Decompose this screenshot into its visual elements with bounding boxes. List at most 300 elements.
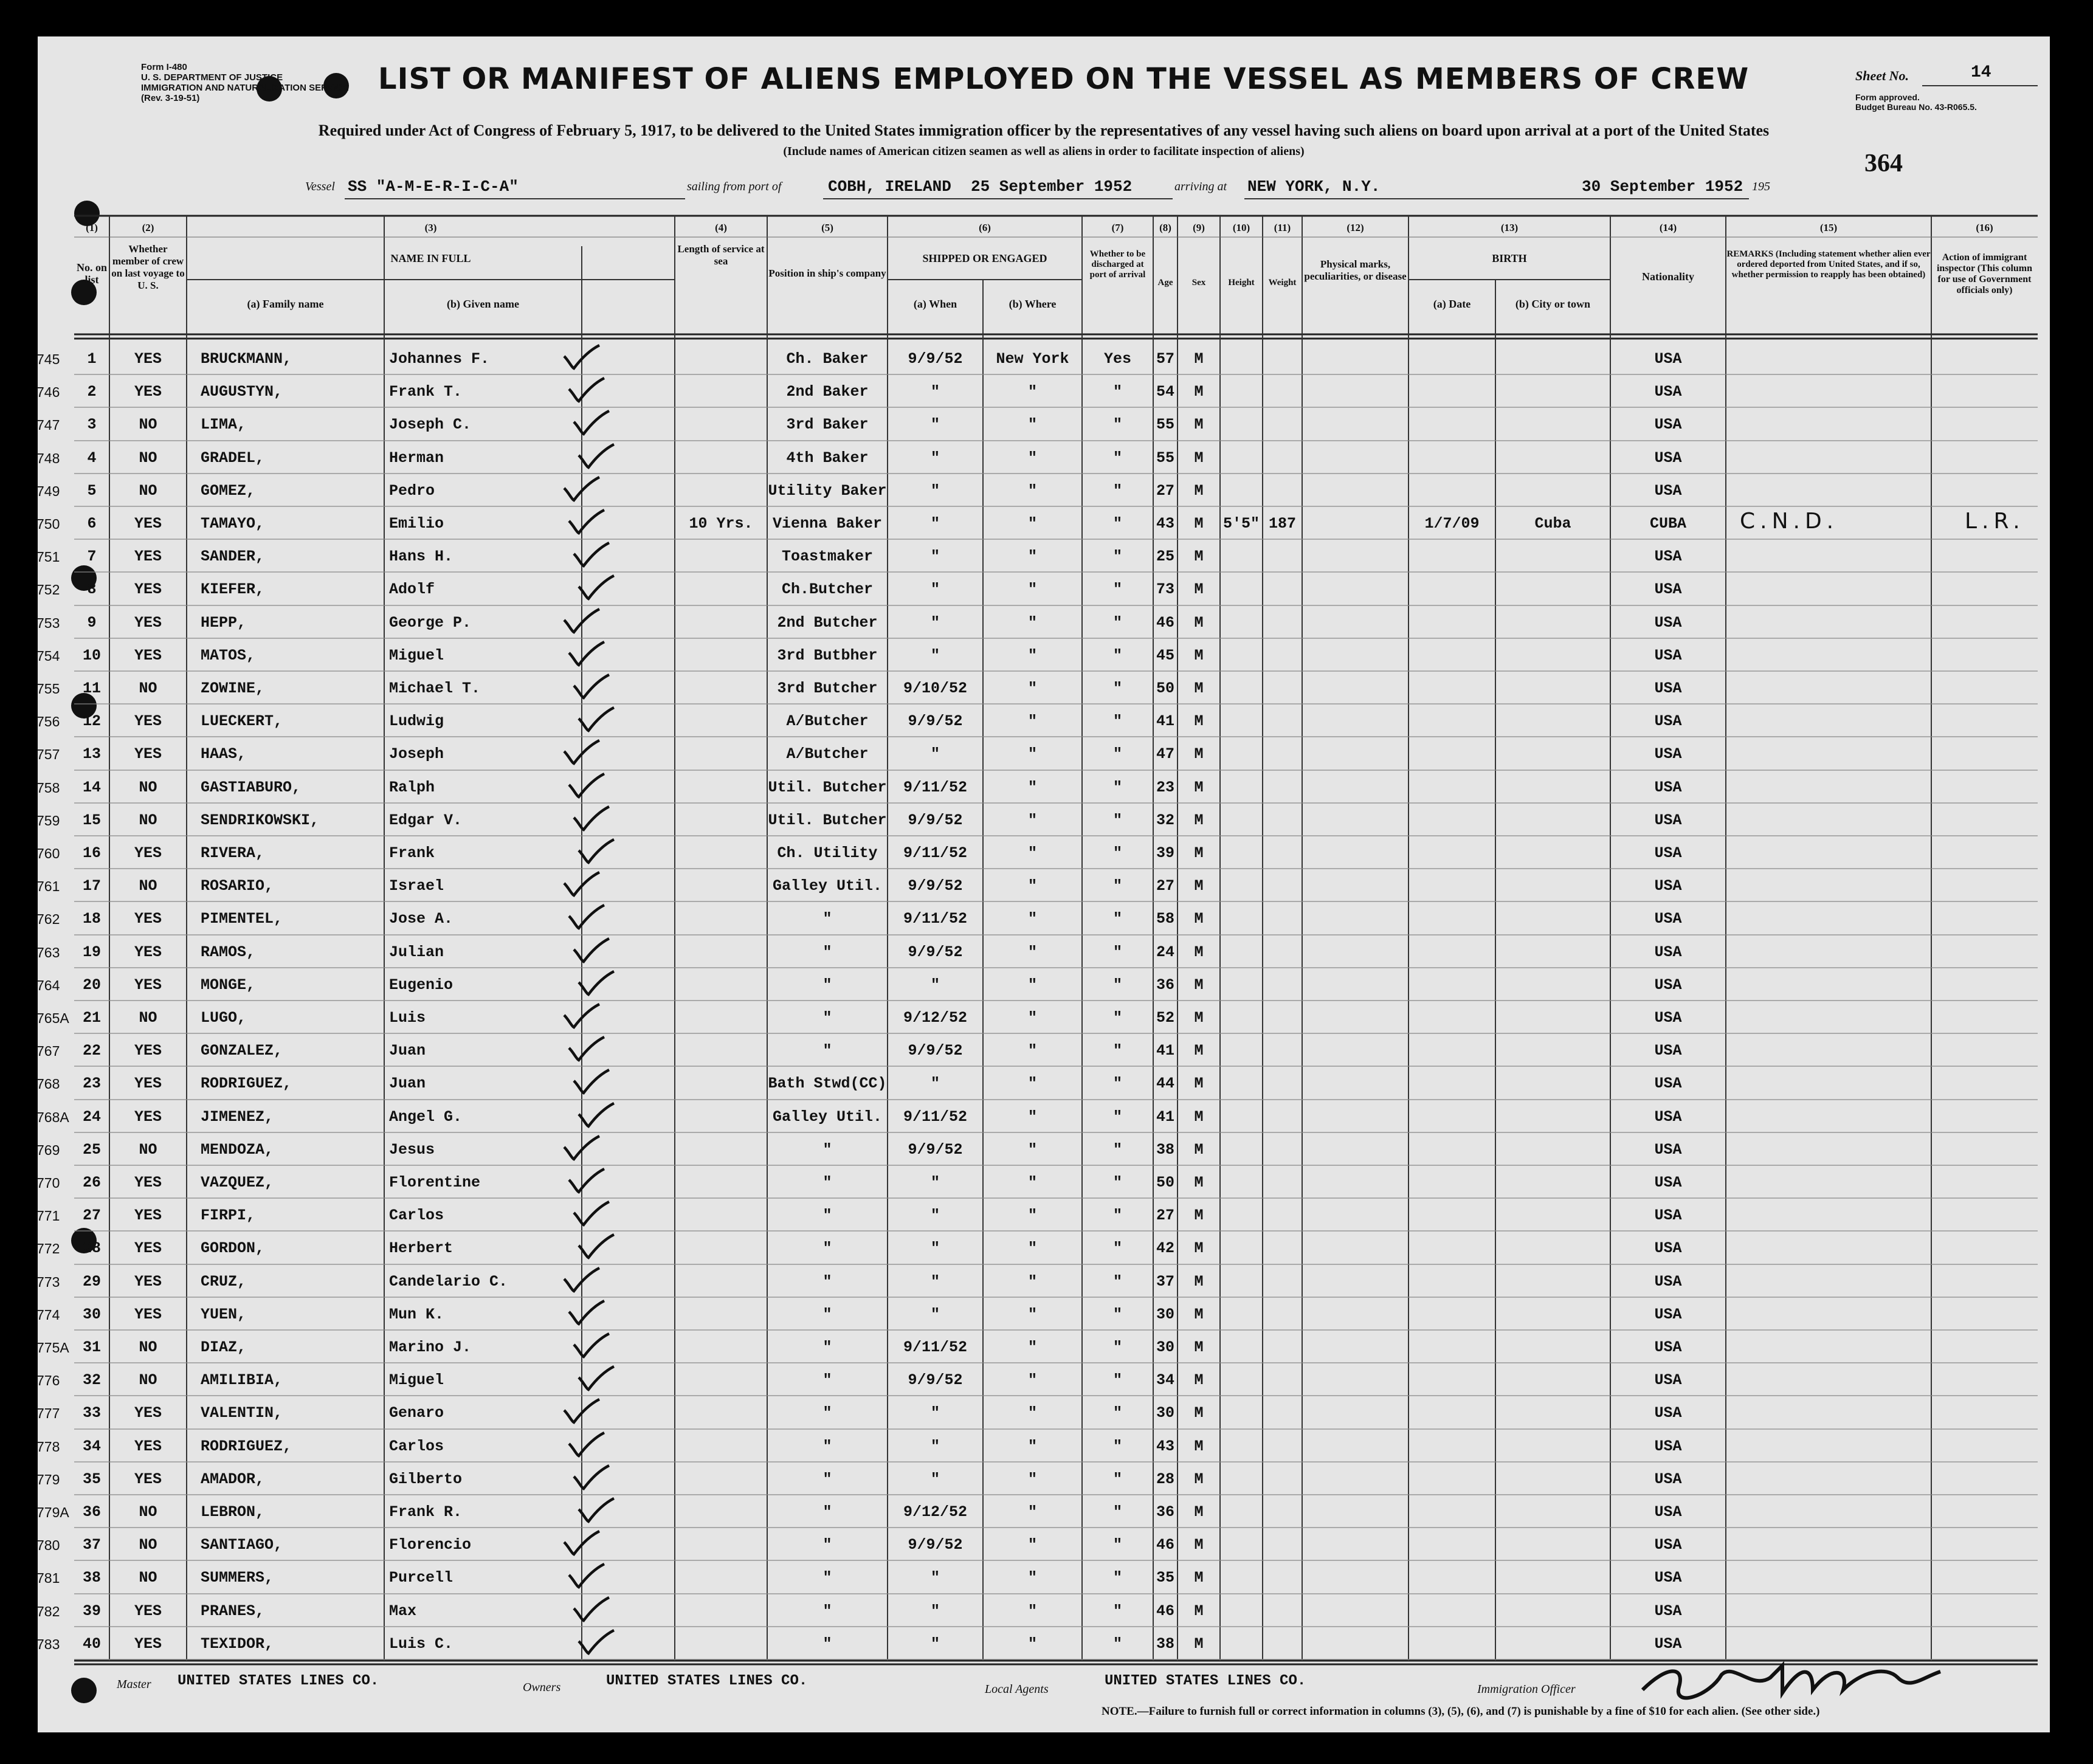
cell-ref: 776	[36, 1373, 60, 1389]
cell-given: Israel	[389, 877, 444, 895]
cell-family: KIEFER,	[201, 581, 265, 599]
cell-ref: 774	[36, 1306, 60, 1323]
cell-nationality: USA	[1654, 548, 1682, 566]
cell-no: 7	[87, 548, 97, 566]
cell-when: "	[930, 646, 940, 664]
cell-family: MATOS,	[201, 646, 256, 664]
cell-nationality: USA	[1654, 1602, 1682, 1620]
subtitle: Required under Act of Congress of February 5, 1917, to be delivered to the United States immigration officer by the representatives of any vessel having such aliens on board upon arrival at a port of the United States	[318, 122, 1770, 139]
col-header-physical-marks: Physical marks, peculiarities, or disease	[1304, 258, 1407, 282]
check-mark-icon	[570, 804, 613, 835]
cell-no: 6	[87, 515, 97, 532]
cell-sex: M	[1194, 1503, 1204, 1521]
col-header-remarks: REMARKS (Including statement whether alien ever ordered deported from United States, and if so, whether permission to reapply has been obtained)	[1726, 249, 1931, 280]
footnote: NOTE.—Failure to furnish full or correct information in columns (3), (5), (6), and (7) is punishable by a fine of $10 for each alien. (See other side.)	[1102, 1705, 1820, 1718]
cell-when: "	[930, 1272, 940, 1290]
cell-nationality: USA	[1654, 449, 1682, 467]
col-header-length-service: Length of service at sea	[677, 243, 765, 267]
cell-ref: 758	[36, 779, 60, 796]
cell-ref: 762	[36, 911, 60, 928]
cell-no: 40	[82, 1635, 101, 1653]
cell-age: 46	[1156, 1536, 1174, 1554]
cell-discharged: "	[1112, 1503, 1122, 1521]
cell-age: 39	[1156, 844, 1174, 862]
master-value: UNITED STATES LINES CO.	[178, 1673, 379, 1689]
cell-ref: 772	[36, 1241, 60, 1257]
cell-voyage: YES	[134, 1108, 162, 1126]
cell-nationality: USA	[1654, 811, 1682, 829]
cell-voyage: YES	[134, 1602, 162, 1620]
cell-discharged: "	[1112, 1042, 1122, 1060]
cell-where: "	[1027, 1569, 1037, 1587]
cell-voyage: NO	[139, 1371, 157, 1390]
cell-family: LUECKERT,	[201, 712, 283, 731]
cell-no: 21	[82, 1009, 101, 1027]
cell-when: "	[930, 548, 940, 566]
cell-age: 54	[1156, 383, 1174, 401]
cell-voyage: YES	[134, 844, 162, 862]
cell-nationality: USA	[1654, 778, 1682, 796]
cell-nationality: USA	[1654, 481, 1682, 500]
cell-voyage: YES	[134, 1075, 162, 1093]
cell-where: "	[1027, 1174, 1037, 1191]
cell-no: 2	[87, 383, 97, 401]
cell-discharged: "	[1112, 1207, 1122, 1225]
cell-nationality: CUBA	[1649, 515, 1686, 532]
arrival-date: 30 September 1952	[1582, 177, 1743, 196]
cell-given: Miguel	[389, 1371, 444, 1390]
officer-label: Immigration Officer	[1477, 1683, 1576, 1696]
cell-discharged: "	[1112, 1404, 1122, 1422]
cell-no: 18	[82, 910, 101, 928]
cell-sex: M	[1194, 910, 1204, 928]
cell-when: 9/11/52	[903, 1108, 968, 1126]
check-mark-icon	[570, 1067, 613, 1098]
cell-family: VALENTIN,	[201, 1404, 283, 1422]
cell-nationality: USA	[1654, 581, 1682, 599]
cell-when: 9/11/52	[903, 844, 968, 862]
cell-nationality: USA	[1654, 976, 1682, 994]
cell-discharged: "	[1112, 877, 1122, 895]
cell-where: "	[1027, 712, 1037, 731]
cell-ref: 750	[36, 516, 60, 532]
cell-voyage: YES	[134, 976, 162, 994]
cell-age: 46	[1156, 1602, 1174, 1620]
col-header-weight: Weight	[1268, 278, 1297, 288]
cell-given: Julian	[389, 943, 444, 961]
cell-no: 1	[87, 350, 97, 368]
cell-ref: 746	[36, 384, 60, 401]
cell-when: 9/12/52	[903, 1009, 968, 1027]
cell-ref: 754	[36, 647, 60, 664]
cell-discharged: "	[1112, 1174, 1122, 1191]
subtitle-note: (Include names of American citizen seamen as well as aliens in order to facilitate inspection of aliens)	[783, 145, 1305, 158]
cell-sex: M	[1194, 1602, 1204, 1620]
cell-where: "	[1027, 1042, 1037, 1060]
cell-position: "	[822, 1404, 832, 1422]
cell-where: "	[1027, 976, 1037, 994]
cell-no: 14	[82, 778, 101, 796]
cell-discharged: "	[1112, 1602, 1122, 1620]
cell-sex: M	[1194, 481, 1204, 500]
page-title: LIST OR MANIFEST OF ALIENS EMPLOYED ON THE VESSEL AS MEMBERS OF CREW	[378, 62, 1750, 96]
cell-age: 37	[1156, 1272, 1174, 1290]
col-header-given-name: (b) Given name	[447, 298, 519, 310]
cell-when: "	[930, 1404, 940, 1422]
check-mark-icon	[570, 1595, 613, 1625]
cell-age: 43	[1156, 1437, 1174, 1455]
cell-nationality: USA	[1654, 1635, 1682, 1653]
cell-nationality: USA	[1654, 1140, 1682, 1159]
cell-discharged: "	[1112, 581, 1122, 599]
cell-voyage: YES	[134, 1207, 162, 1225]
check-mark-icon	[560, 1397, 603, 1427]
cell-no: 36	[82, 1503, 101, 1521]
cell-discharged: "	[1112, 910, 1122, 928]
cell-ref: 781	[36, 1570, 60, 1587]
cell-age: 46	[1156, 613, 1174, 632]
cell-where: "	[1027, 416, 1037, 434]
cell-family: GORDON,	[201, 1239, 265, 1258]
vessel-label: Vessel	[305, 180, 335, 193]
cell-where: "	[1027, 778, 1037, 796]
cell-given: Luis C.	[389, 1635, 453, 1653]
cell-family: LEBRON,	[201, 1503, 265, 1521]
cell-sex: M	[1194, 844, 1204, 862]
cell-voyage: NO	[139, 680, 157, 697]
cell-nationality: USA	[1654, 877, 1682, 895]
cell-given: Herbert	[389, 1239, 453, 1258]
cell-discharged: "	[1112, 1009, 1122, 1027]
cell-age: 44	[1156, 1075, 1174, 1093]
cell-when: 9/11/52	[903, 910, 968, 928]
cell-nationality: USA	[1654, 1503, 1682, 1521]
col-header-name: NAME IN FULL	[390, 252, 471, 264]
cell-when: "	[930, 976, 940, 994]
cell-when: 9/11/52	[903, 778, 968, 796]
cell-when: "	[930, 581, 940, 599]
cell-voyage: NO	[139, 449, 157, 467]
cell-age: 24	[1156, 943, 1174, 961]
cell-ref: 769	[36, 1142, 60, 1158]
cell-where: "	[1027, 1140, 1037, 1159]
cell-discharged: "	[1112, 1635, 1122, 1653]
check-mark-icon	[570, 1199, 613, 1230]
cell-position: "	[822, 1503, 832, 1521]
cell-when: "	[930, 1569, 940, 1587]
cell-age: 35	[1156, 1569, 1174, 1587]
cell-given: Genaro	[389, 1404, 444, 1422]
check-mark-icon	[570, 1463, 613, 1494]
cell-position: Ch. Baker	[786, 350, 869, 368]
cell-discharged: "	[1112, 1305, 1122, 1323]
cell-sex: M	[1194, 1009, 1204, 1027]
cell-where: "	[1027, 1272, 1037, 1290]
cell-nationality: USA	[1654, 1042, 1682, 1060]
cell-where: "	[1027, 1437, 1037, 1455]
col-header-birth: BIRTH	[1492, 252, 1527, 264]
cell-given: Marino J.	[389, 1339, 472, 1356]
cell-age: 52	[1156, 1009, 1174, 1027]
cell-no: 28	[82, 1239, 101, 1258]
cell-position: "	[822, 1042, 832, 1060]
cell-position: "	[822, 1536, 832, 1554]
cell-where: "	[1027, 844, 1037, 862]
cell-nationality: USA	[1654, 745, 1682, 763]
cell-ref: 778	[36, 1438, 60, 1455]
cell-age: 42	[1156, 1239, 1174, 1258]
cell-age: 57	[1156, 350, 1174, 368]
cell-voyage: YES	[134, 1437, 162, 1455]
cell-position: "	[822, 910, 832, 928]
cell-position: 3rd Butcher	[777, 680, 878, 697]
cell-position: Bath Stwd(CC)	[768, 1075, 887, 1093]
cell-voyage: YES	[134, 712, 162, 731]
sheet-label: Sheet No.	[1855, 68, 1909, 83]
cell-ref: 764	[36, 977, 60, 993]
cell-position: "	[822, 1140, 832, 1159]
cell-discharged: "	[1112, 811, 1122, 829]
cell-given: Emilio	[389, 515, 444, 532]
cell-discharged: "	[1112, 680, 1122, 697]
check-mark-icon	[575, 1364, 618, 1394]
cell-voyage: YES	[134, 581, 162, 599]
cell-given: Hans H.	[389, 548, 453, 566]
cell-no: 30	[82, 1305, 101, 1323]
cell-sex: M	[1194, 877, 1204, 895]
col-header-discharged: Whether to be discharged at port of arrival	[1089, 249, 1146, 280]
col-header-no: No. on list	[76, 261, 107, 286]
col-header-action: Action of immigrant inspector (This column for use of Government officials only)	[1936, 252, 2033, 295]
cell-ref: 751	[36, 549, 60, 565]
cell-sex: M	[1194, 1305, 1204, 1323]
cell-no: 10	[82, 646, 101, 664]
cell-sex: M	[1194, 943, 1204, 961]
cell-position: "	[822, 1339, 832, 1356]
check-mark-icon	[570, 408, 613, 439]
cell-when: 9/9/52	[908, 877, 963, 895]
cell-voyage: NO	[139, 1536, 157, 1554]
cell-family: HAAS,	[201, 745, 247, 763]
check-mark-icon	[575, 837, 618, 867]
cell-sex: M	[1194, 1042, 1204, 1060]
cell-nationality: USA	[1654, 1207, 1682, 1225]
cell-ref: 745	[36, 351, 60, 367]
cell-given: Johannes F.	[389, 350, 490, 368]
check-mark-icon	[565, 508, 608, 538]
cell-where: "	[1027, 548, 1037, 566]
cell-position: "	[822, 1635, 832, 1653]
check-mark-icon	[560, 1529, 603, 1559]
agents-label: Local Agents	[985, 1683, 1049, 1696]
vessel-line	[38, 177, 2050, 204]
cell-no: 39	[82, 1602, 101, 1620]
cell-position: Util. Butcher	[768, 811, 887, 829]
cell-given: Adolf	[389, 581, 435, 599]
cell-when: "	[930, 1602, 940, 1620]
cell-sex: M	[1194, 1140, 1204, 1159]
cell-given: Carlos	[389, 1207, 444, 1225]
cell-position: "	[822, 1602, 832, 1620]
cell-family: HEPP,	[201, 613, 247, 632]
cell-ref: 779	[36, 1471, 60, 1487]
cell-no: 19	[82, 943, 101, 961]
cell-no: 3	[87, 416, 97, 434]
cell-sex: M	[1194, 1635, 1204, 1653]
cell-ref: 770	[36, 1175, 60, 1191]
cell-ref: 749	[36, 483, 60, 499]
cell-position: "	[822, 1239, 832, 1258]
cell-position: 3rd Baker	[786, 416, 869, 434]
cell-sex: M	[1194, 1108, 1204, 1126]
cell-where: "	[1027, 1108, 1037, 1126]
cell-where: "	[1027, 680, 1037, 697]
cell-no: 11	[82, 680, 101, 697]
arrival-port: NEW YORK, N.Y.	[1247, 177, 1381, 196]
handwritten-remarks: C.N.D.	[1740, 509, 1839, 534]
cell-nationality: USA	[1654, 1239, 1682, 1258]
cell-position: A/Butcher	[786, 745, 869, 763]
cell-where: "	[1027, 1536, 1037, 1554]
cell-voyage: NO	[139, 778, 157, 796]
cell-ref: 752	[36, 582, 60, 598]
cell-family: GONZALEZ,	[201, 1042, 283, 1060]
cell-no: 4	[87, 449, 97, 467]
cell-when: "	[930, 613, 940, 632]
cell-sex: M	[1194, 548, 1204, 566]
cell-age: 32	[1156, 811, 1174, 829]
cell-voyage: YES	[134, 548, 162, 566]
cell-where: "	[1027, 1339, 1037, 1356]
cell-nationality: USA	[1654, 1174, 1682, 1191]
cell-when: "	[930, 481, 940, 500]
cell-nationality: USA	[1654, 680, 1682, 697]
col-header-nationality: Nationality	[1641, 270, 1694, 283]
cell-where: "	[1027, 1404, 1037, 1422]
cell-sex: M	[1194, 1371, 1204, 1390]
cell-position: 2nd Baker	[786, 383, 869, 401]
cell-given: Joseph	[389, 745, 444, 763]
cell-position: "	[822, 1470, 832, 1488]
cell-sex: M	[1194, 1272, 1204, 1290]
cell-where: "	[1027, 745, 1037, 763]
cell-ref: 771	[36, 1208, 60, 1224]
cell-sex: M	[1194, 350, 1204, 368]
check-mark-icon	[565, 1035, 608, 1065]
cell-ref: 768	[36, 1076, 60, 1092]
cell-sex: M	[1194, 383, 1204, 401]
cell-no: 5	[87, 481, 97, 500]
cell-age: 50	[1156, 1174, 1174, 1191]
cell-family: SUMMERS,	[201, 1569, 274, 1587]
cell-discharged: "	[1112, 1371, 1122, 1390]
cell-nationality: USA	[1654, 712, 1682, 731]
cell-position: "	[822, 1272, 832, 1290]
col-header-birth-city: (b) City or town	[1515, 298, 1591, 310]
cell-age: 55	[1156, 449, 1174, 467]
cell-where: "	[1027, 515, 1037, 532]
cell-family: RODRIGUEZ,	[201, 1437, 292, 1455]
cell-when: 9/11/52	[903, 1339, 968, 1356]
cell-given: Juan	[389, 1075, 426, 1093]
cell-discharged: "	[1112, 1272, 1122, 1290]
cell-ref: 759	[36, 812, 60, 829]
cell-discharged: "	[1112, 976, 1122, 994]
cell-sex: M	[1194, 646, 1204, 664]
cell-age: 36	[1156, 976, 1174, 994]
cell-voyage: YES	[134, 383, 162, 401]
cell-age: 25	[1156, 548, 1174, 566]
cell-when: 9/9/52	[908, 811, 963, 829]
cell-nationality: USA	[1654, 1108, 1682, 1126]
cell-position: 2nd Butcher	[777, 613, 878, 632]
cell-family: SENDRIKOWSKI,	[201, 811, 320, 829]
cell-no: 38	[82, 1569, 101, 1587]
cell-discharged: "	[1112, 1108, 1122, 1126]
cell-voyage: NO	[139, 877, 157, 895]
sailing-date: 25 September 1952	[971, 177, 1133, 196]
cell-no: 32	[82, 1371, 101, 1390]
col-header-sex: Sex	[1191, 278, 1206, 288]
check-mark-icon	[560, 475, 603, 505]
cell-voyage: YES	[134, 1470, 162, 1488]
cell-when: 9/9/52	[908, 712, 963, 731]
check-mark-icon	[560, 1134, 603, 1164]
cell-given: Max	[389, 1602, 417, 1620]
cell-nationality: USA	[1654, 613, 1682, 632]
cell-ref: 761	[36, 878, 60, 895]
cell-nationality: USA	[1654, 1075, 1682, 1093]
owners-value: UNITED STATES LINES CO.	[606, 1673, 808, 1689]
cell-voyage: YES	[134, 1404, 162, 1422]
cell-age: 30	[1156, 1339, 1174, 1356]
cell-sex: M	[1194, 976, 1204, 994]
cell-nationality: USA	[1654, 1437, 1682, 1455]
cell-ref: 779A	[36, 1504, 69, 1520]
cell-given: Frank T.	[389, 383, 463, 401]
cell-no: 26	[82, 1174, 101, 1191]
check-mark-icon	[560, 1002, 603, 1032]
col-header-where: (b) Where	[1009, 298, 1057, 310]
cell-no: 8	[87, 581, 97, 599]
col-header-family-name: (a) Family name	[247, 298, 324, 310]
cell-voyage: NO	[139, 811, 157, 829]
cell-sex: M	[1194, 1536, 1204, 1554]
check-mark-icon	[560, 738, 603, 768]
cell-position: Galley Util.	[772, 1108, 883, 1126]
cell-sex: M	[1194, 1174, 1204, 1191]
cell-age: 38	[1156, 1635, 1174, 1653]
cell-position: "	[822, 943, 832, 961]
cell-nationality: USA	[1654, 1305, 1682, 1323]
check-mark-icon	[560, 1266, 603, 1296]
cell-family: LUGO,	[201, 1009, 247, 1027]
cell-given: Carlos	[389, 1437, 444, 1455]
cell-given: Michael T.	[389, 680, 481, 697]
cell-discharged: "	[1112, 1437, 1122, 1455]
cell-family: JIMENEZ,	[201, 1108, 274, 1126]
cell-family: MENDOZA,	[201, 1140, 274, 1159]
cell-sex: M	[1194, 1239, 1204, 1258]
cell-nationality: USA	[1654, 1371, 1682, 1390]
check-mark-icon	[575, 1232, 618, 1263]
cell-sex: M	[1194, 1470, 1204, 1488]
cell-position: "	[822, 1207, 832, 1225]
col-header-when: (a) When	[913, 298, 957, 310]
cell-no: 23	[82, 1075, 101, 1093]
cell-ref: 767	[36, 1043, 60, 1059]
officer-signature	[1630, 1653, 1946, 1708]
